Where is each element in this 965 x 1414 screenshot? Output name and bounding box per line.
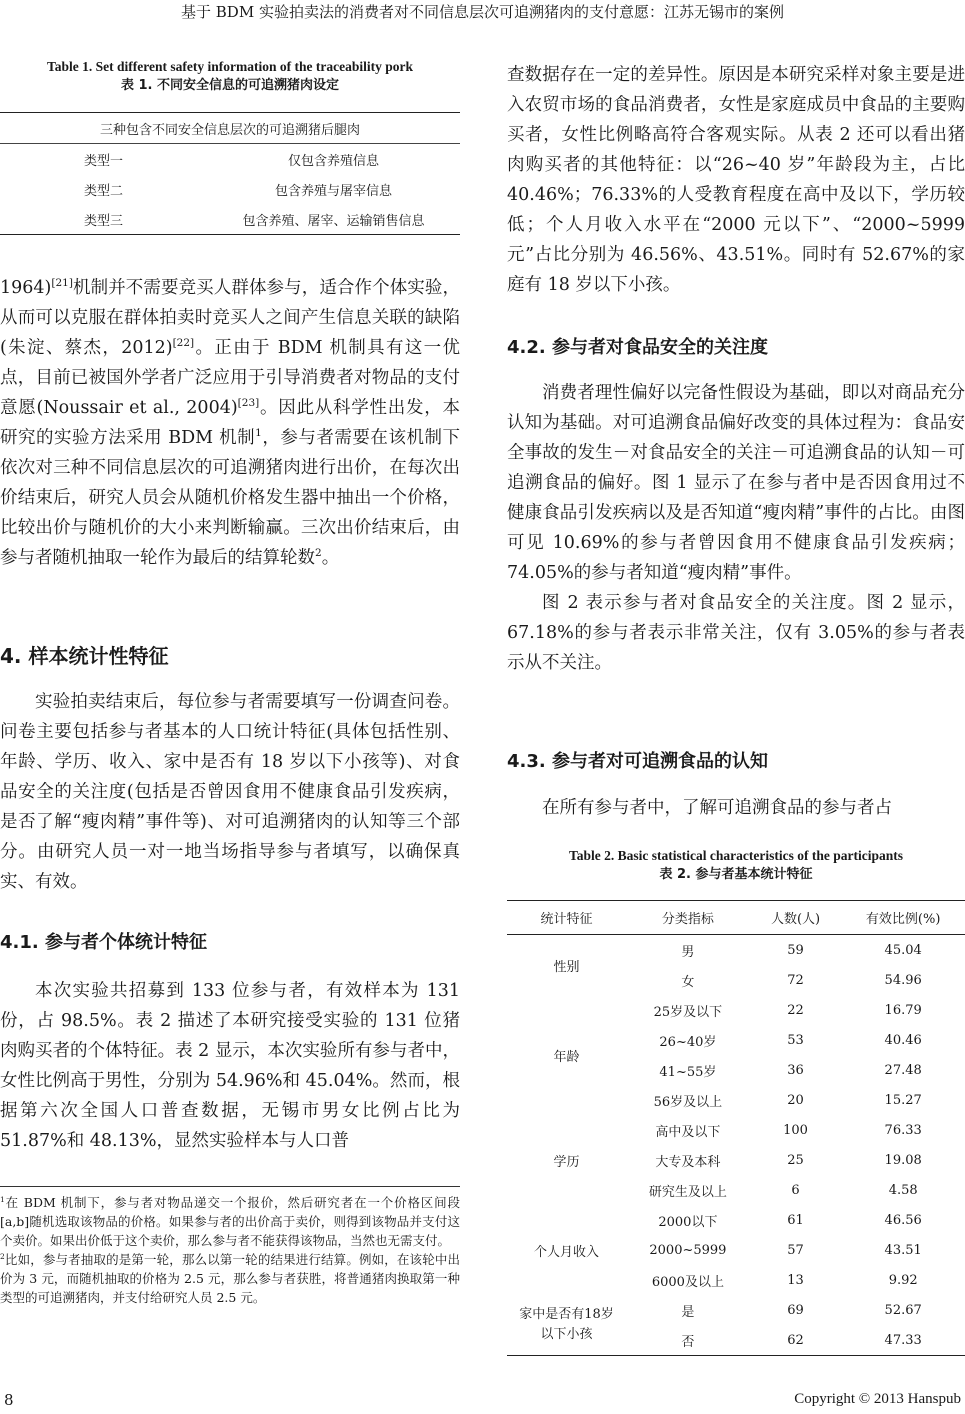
table2-cell: 53	[787, 1032, 804, 1048]
section-4-title: 4. 样本统计性特征	[0, 644, 169, 668]
table2-cell: 否	[626, 1325, 750, 1356]
table2-cell: 41~55岁	[659, 1064, 717, 1080]
paragraph: 本次实验共招募到 133 位参与者，有效样本为 131 份，占 98.5%。表 2 描述了本研究接受实验的 131 位猪肉购买者的个体特征。表 2 显示，本次实验所有参与者中，女性比例高于男性，分别为 54.96%和 45.04%。然而，根据第六次全国人口普查数据，无锡市男女比例占比为 51.87%和 48.13%，显然实验样本与人口普	[0, 981, 460, 1151]
right-paragraph-continued	[507, 60, 965, 300]
table2-cell: 56岁及以上	[653, 1094, 723, 1110]
footnote-1	[0, 1193, 460, 1250]
table2-cell: 59	[787, 942, 804, 958]
section-4-1-title: 4.1. 参与者个体统计特征	[0, 932, 207, 953]
table1-cell-type: 类型二	[83, 183, 123, 199]
section-4-paragraph	[0, 687, 460, 897]
text-run: ，参与者需要在该机制下依次对三种不同信息层次的可追溯猪肉进行出价，在每次出价结束后，研究人员会从随机价格发生器中抽出一个价格，比较出价与随机价的大小来判断输赢。三次出价结束后，由参与者随机抽取一轮作为最后的结算轮数	[0, 428, 460, 568]
table2-group-label: 个人月收入	[534, 1244, 600, 1260]
table2-group-label: 年龄	[553, 1049, 580, 1065]
footnote-text: 在 BDM 机制下，参与者对物品递交一个报价，然后研究者在一个价格区间段[a,b]随机选取该物品的价格。如果参与者的出价高于卖价，则得到该物品并支付这个卖价。如果出价低于这个卖价，那么参与者不能获得该物品，当然也无需支付。	[0, 1195, 460, 1248]
table2-header-cell: 人数(人)	[750, 901, 842, 935]
table2-group-label: 性别	[553, 959, 580, 975]
section-4-2-title: 4.2. 参与者对食品安全的关注度	[507, 337, 768, 358]
table-row	[507, 1295, 965, 1325]
table1-cell-type: 类型三	[0, 204, 207, 235]
table2-cell: 27.48	[884, 1062, 922, 1078]
table2-cell: 2000~5999	[649, 1242, 727, 1258]
table2-cell: 22	[787, 1002, 804, 1018]
table2-header-cell: 有效比例(%)	[841, 901, 965, 935]
table1-cell-info: 仅包含养殖信息	[207, 144, 460, 175]
table1-caption-zh: 表 1. 不同安全信息的可追溯猪肉设定	[120, 78, 340, 93]
text-run: 机制并不需要竞买人群体参与，适合作个体实验，从而可以克服在群体拍卖时竞买人之间产生信息关联的缺陷(朱淀、蔡杰，2012)	[0, 278, 460, 358]
table2-cell: 25	[787, 1152, 804, 1168]
table2-cell: 36	[787, 1062, 804, 1078]
page-number: 8	[4, 1391, 14, 1409]
table2-cell: 72	[787, 972, 804, 988]
table2-cell: 45.04	[884, 942, 922, 958]
table2-group-label: 家中是否有18岁以下小孩	[507, 1295, 626, 1356]
footnote-divider	[0, 1186, 460, 1187]
paragraph: 实验拍卖结束后，每位参与者需要填写一份调查问卷。问卷主要包括参与者基本的人口统计特征(具体包括性别、年龄、学历、收入、家中是否有 18 岁以下小孩等)、对食品安全的关注度(包括是否曾因食用不健康食品引发疾病，是否了解“瘦肉精”事件等)、对可追溯猪肉的认知等三个部分。由研究人员一对一地当场指导参与者填写，以确保真实、有效。	[0, 692, 460, 892]
text-run: 1964)	[0, 278, 52, 298]
paragraph: 消费者理性偏好以完备性假设为基础，即以对商品充分认知为基础。对可追溯食品偏好改变的具体过程为：食品安全事故的发生－对食品安全的关注－可追溯食品的认知－可追溯食品的偏好。图 1 显示了在参与者中是否因食用过不健康食品引发疾病以及是否知道“瘦肉精”事件的占比。由图可见 10.69%的参与者曾因食用不健康食品引发疾病；74.05%的参与者知道“瘦肉精”事件。	[507, 383, 965, 583]
table2-cell: 57	[787, 1242, 804, 1258]
table2	[507, 900, 965, 1356]
footnote-text: 比如，参与者抽取的是第一轮，那么以第一轮的结果进行结算。例如，在该轮中出价为 3 元，而随机抽取的价格为 2.5 元，那么参与者获胜，将普通猪肉换取第一种类型的可追溯猪肉，并支付给研究人员 2.5 元。	[0, 1252, 460, 1305]
table1-caption-en: Table 1. Set different safety information of the traceability pork	[47, 59, 413, 74]
table1-cell-info: 包含养殖与屠宰信息	[274, 183, 392, 199]
section-4-1-paragraph	[0, 976, 460, 1156]
table2-cell: 69	[787, 1302, 804, 1318]
paragraph: 查数据存在一定的差异性。原因是本研究采样对象主要是进入农贸市场的食品消费者，女性是家庭成员中食品的主要购买者，女性比例略高符合客观实际。从表 2 还可以看出猪肉购买者的其他特征：以“26~40 岁”年龄段为主，占比 40.46%；76.33%的人受教育程度在高中及以下，学历较低；个人月收入水平在“2000 元以下”、“2000~5999 元”占比分别为 46.56%、43.51%。同时有 52.67%的家庭有 18 岁以下小孩。	[507, 65, 965, 295]
table1-cell-type: 类型一	[0, 144, 207, 175]
table2-caption-zh: 表 2. 参与者基本统计特征	[659, 867, 813, 882]
table2-cell: 16.79	[884, 1002, 922, 1018]
table2-cell: 研究生及以上	[648, 1184, 727, 1200]
running-header: 基于 BDM 实验拍卖法的消费者对不同信息层次可追溯猪肉的支付意愿：江苏无锡市的案例	[181, 3, 784, 21]
paragraph: 在所有参与者中，了解可追溯食品的参与者占	[542, 798, 892, 818]
table2-cell: 大专及本科	[655, 1154, 721, 1170]
table2-cell: 46.56	[884, 1212, 922, 1228]
table2-group-label: 学历	[553, 1154, 580, 1170]
citation-ref: [23]	[237, 397, 260, 410]
table2-cell: 4.58	[888, 1182, 918, 1198]
paragraph: 图 2 表示参与者对食品安全的关注度。图 2 显示，67.18%的参与者表示非常关注，仅有 3.05%的参与者表示从不关注。	[507, 593, 965, 673]
section-4-3-title: 4.3. 参与者对可追溯食品的认知	[507, 751, 768, 772]
citation-ref: [22]	[172, 337, 195, 350]
left-paragraph-bdm	[0, 273, 460, 573]
table2-cell: 13	[787, 1272, 804, 1288]
table1-header: 三种包含不同安全信息层次的可追溯猪后腿肉	[0, 113, 460, 144]
table2-cell: 76.33	[884, 1122, 922, 1138]
table2-cell: 2000以下	[658, 1214, 718, 1230]
table2-cell: 43.51	[884, 1242, 922, 1258]
footnote-mark: 1	[0, 1194, 5, 1204]
table2-header-cell: 分类指标	[626, 901, 750, 935]
table2-cell: 是	[681, 1304, 695, 1320]
table-row	[507, 1205, 965, 1235]
table2-cell: 25岁及以下	[653, 1004, 723, 1020]
section-4-3-paragraph	[507, 793, 965, 823]
table2-header-cell: 统计特征	[507, 901, 626, 935]
table2-cell: 62	[750, 1325, 842, 1356]
table-row	[507, 935, 965, 966]
table2-cell: 47.33	[841, 1325, 965, 1356]
text-run: 。因此从科学性出发，本研究的实验方法采用 BDM 机制	[0, 398, 461, 448]
table2-cell: 9.92	[888, 1272, 918, 1288]
table2-caption-en: Table 2. Basic statistical characteristics of the participants	[569, 848, 903, 863]
table2-cell: 19.08	[884, 1152, 922, 1168]
table2-cell: 20	[787, 1092, 804, 1108]
table1-cell-info: 包含养殖、屠宰、运输销售信息	[207, 204, 460, 235]
table1	[0, 112, 460, 235]
citation-ref: [21]	[51, 277, 73, 290]
footnote-mark: 2	[0, 1251, 5, 1261]
table2-cell: 6000及以上	[651, 1274, 724, 1290]
table2-cell: 6	[791, 1182, 800, 1198]
footnote-ref: 2	[315, 547, 322, 560]
table2-cell: 40.46	[884, 1032, 922, 1048]
table2-cell: 61	[787, 1212, 804, 1228]
table2-cell: 52.67	[884, 1302, 922, 1318]
table2-cell: 女	[681, 974, 695, 990]
table2-cell: 高中及以下	[655, 1124, 721, 1140]
table2-cell: 15.27	[884, 1092, 922, 1108]
table2-cell: 54.96	[884, 972, 922, 988]
footnote-2	[0, 1250, 460, 1307]
text-run: 。	[321, 548, 340, 568]
section-4-2-body	[507, 378, 965, 678]
table-row	[507, 1115, 965, 1145]
table-row	[507, 995, 965, 1025]
table2-cell: 100	[783, 1122, 808, 1138]
table2-cell: 26~40岁	[659, 1034, 717, 1050]
footnote-ref: 1	[255, 427, 262, 440]
text-run: 。正由于 BDM 机制具有这一优点，目前已被国外学者广泛应用于引导消费者对物品的支付意愿(Noussair et al., 2004)	[0, 338, 460, 418]
footnotes	[0, 1193, 460, 1307]
table2-cell: 男	[681, 944, 695, 960]
copyright-notice: Copyright © 2013 Hanspub	[794, 1391, 961, 1407]
